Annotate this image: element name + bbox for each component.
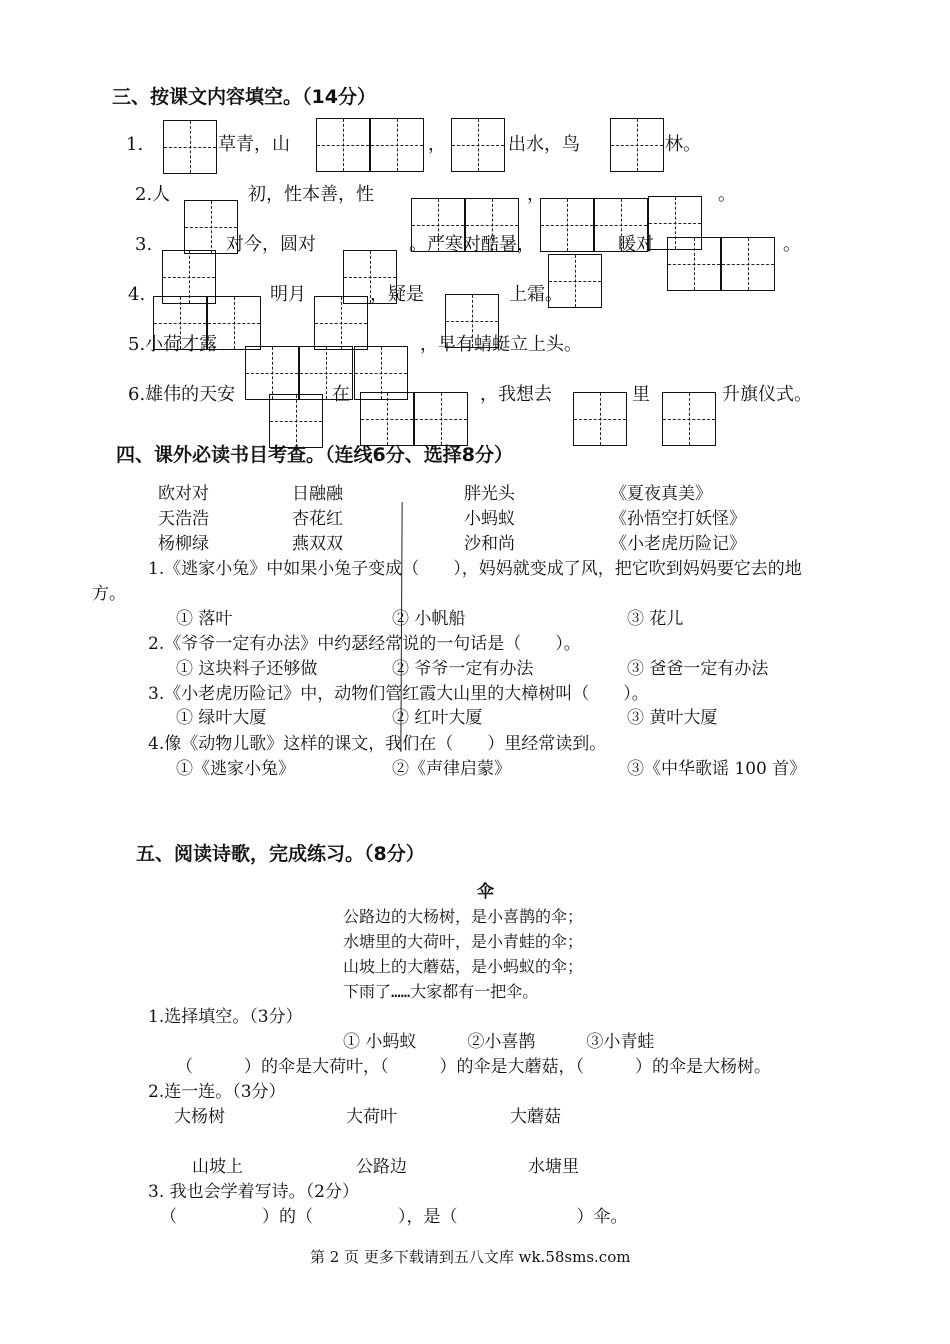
- poem-line: 下雨了……大家都有一把伞。: [343, 982, 539, 1001]
- question-1: 1.《逃家小兔》中如果小兔子变成（ ），妈妈就变成了风，把它吹到妈妈要它去的地: [148, 559, 802, 579]
- s5-fill-sentence[interactable]: （ ）的伞是大荷叶，（ ）的伞是大蘑菇，（ ）的伞是大杨树。: [176, 1057, 771, 1077]
- option[interactable]: ① 绿叶大厦: [176, 708, 267, 728]
- answer-box[interactable]: [540, 198, 594, 252]
- match-item[interactable]: 燕双双: [292, 534, 343, 554]
- s5-question-1: 1.选择填空。（3分）: [148, 1007, 303, 1027]
- line3-text-b: 。严寒对酷暑，: [409, 234, 535, 255]
- line5-text-a: ，早有蜻蜓立上头。: [420, 334, 582, 355]
- section3-title: 三、按课文内容填空。（14分）: [112, 86, 376, 108]
- answer-box[interactable]: [370, 118, 424, 172]
- question-2: 2.《爷爷一定有办法》中约瑟经常说的一句话是（ ）。: [148, 634, 581, 654]
- match-item[interactable]: 山坡上: [192, 1157, 243, 1177]
- page-footer: 第 2 页 更多下载请到五八文库 wk.58sms.com: [310, 1248, 631, 1266]
- poem-line: 山坡上的大蘑菇，是小蚂蚁的伞；: [343, 957, 584, 976]
- line1-text-a: 草青，山: [218, 134, 290, 155]
- option[interactable]: ① 落叶: [176, 609, 233, 629]
- line3-text-d: 。: [783, 234, 801, 255]
- line4-text-b: ，疑是: [370, 284, 424, 305]
- answer-box[interactable]: [451, 118, 505, 172]
- line1-num: 1.: [126, 134, 144, 155]
- line2-text-b: ，: [527, 184, 545, 205]
- line5-text: 5.小荷才露: [128, 334, 218, 355]
- option[interactable]: ③ 花儿: [627, 609, 684, 629]
- option[interactable]: ②《声律启蒙》: [392, 759, 511, 779]
- poem-title: 伞: [477, 882, 494, 902]
- answer-box[interactable]: [610, 118, 664, 172]
- option[interactable]: ① 这块料子还够做: [176, 659, 318, 679]
- match-item[interactable]: 胖光头: [464, 484, 515, 504]
- line6-text-b: ，我想去: [480, 384, 552, 405]
- line6-text-a: 在: [332, 384, 350, 405]
- line3-num: 3.: [135, 234, 153, 255]
- answer-box[interactable]: [573, 392, 627, 446]
- section4-title: 四、课外必读书目考查。（连线6分、选择8分）: [116, 444, 513, 466]
- option[interactable]: ② 红叶大厦: [392, 708, 483, 728]
- s5-question-3: 3. 我也会学着写诗。（2分）: [148, 1182, 359, 1202]
- answer-box[interactable]: [721, 237, 775, 291]
- match-item[interactable]: 公路边: [356, 1157, 407, 1177]
- answer-box[interactable]: [163, 120, 217, 174]
- section5-title: 五、阅读诗歌，完成练习。（8分）: [136, 843, 425, 865]
- match-item[interactable]: 天浩浩: [158, 509, 209, 529]
- match-item[interactable]: 《夏夜真美》: [610, 484, 712, 504]
- line4-text-a: 明月: [270, 284, 306, 305]
- match-item[interactable]: 大杨树: [174, 1107, 225, 1127]
- option[interactable]: ② 爷爷一定有办法: [392, 659, 534, 679]
- line3-text-a: 对今，圆对: [226, 234, 316, 255]
- answer-box[interactable]: [360, 392, 414, 446]
- answer-box[interactable]: [245, 346, 299, 400]
- line2-num: 2.人: [135, 184, 171, 205]
- match-item[interactable]: 欧对对: [158, 484, 209, 504]
- line3-text-c: 暖对: [618, 234, 654, 255]
- option[interactable]: ③ 爸爸一定有办法: [627, 659, 769, 679]
- line1-text-b: ，: [428, 134, 446, 155]
- line1-text-c: 出水，鸟: [508, 134, 580, 155]
- s5-question-2: 2.连一连。（3分）: [148, 1082, 286, 1102]
- match-item[interactable]: 水塘里: [528, 1157, 579, 1177]
- poem-line: 公路边的大杨树，是小喜鹊的伞；: [343, 907, 584, 926]
- s5-write-line[interactable]: （ ）的（ ），是（ ）伞。: [160, 1207, 628, 1227]
- answer-box[interactable]: [269, 394, 323, 448]
- option[interactable]: ③《中华歌谣 100 首》: [627, 759, 807, 779]
- line4-num: 4.: [128, 284, 146, 305]
- match-item[interactable]: 小蚂蚁: [464, 509, 515, 529]
- line6-text-c: 里: [632, 384, 650, 405]
- answer-box[interactable]: [316, 118, 370, 172]
- answer-box[interactable]: [414, 392, 468, 446]
- line4-text-c: 上霜。: [509, 284, 563, 305]
- line2-text-c: 。: [718, 184, 736, 205]
- line6-text-d: 升旗仪式。: [722, 384, 812, 405]
- question-4: 4.像《动物儿歌》这样的课文，我们在（ ）里经常读到。: [148, 734, 607, 754]
- match-item[interactable]: 《孙悟空打妖怪》: [610, 509, 746, 529]
- poem-line: 水塘里的大荷叶，是小青蛙的伞；: [343, 932, 584, 951]
- match-item[interactable]: 日融融: [292, 484, 343, 504]
- match-item[interactable]: 大蘑菇: [510, 1107, 561, 1127]
- option[interactable]: ①《逃家小兔》: [176, 759, 295, 779]
- line6-text: 6.雄伟的天安: [128, 384, 236, 405]
- answer-box[interactable]: [662, 392, 716, 446]
- option[interactable]: ③ 黄叶大厦: [627, 708, 718, 728]
- match-item[interactable]: 杏花红: [292, 509, 343, 529]
- match-item[interactable]: 大荷叶: [346, 1107, 397, 1127]
- s5-options[interactable]: ① 小蚂蚁 ②小喜鹊 ③小青蛙: [343, 1032, 655, 1052]
- line1-text-d: 林。: [665, 134, 701, 155]
- question-3: 3.《小老虎历险记》中，动物们管红霞大山里的大樟树叫（ ）。: [148, 684, 649, 704]
- match-item[interactable]: 沙和尚: [464, 534, 515, 554]
- answer-box[interactable]: [314, 296, 368, 350]
- answer-box[interactable]: [667, 237, 721, 291]
- match-item[interactable]: 杨柳绿: [158, 534, 209, 554]
- option[interactable]: ② 小帆船: [392, 609, 466, 629]
- line2-text-a: 初，性本善，性: [248, 184, 374, 205]
- match-item[interactable]: 《小老虎历险记》: [610, 534, 746, 554]
- question-1-cont: 方。: [92, 584, 126, 604]
